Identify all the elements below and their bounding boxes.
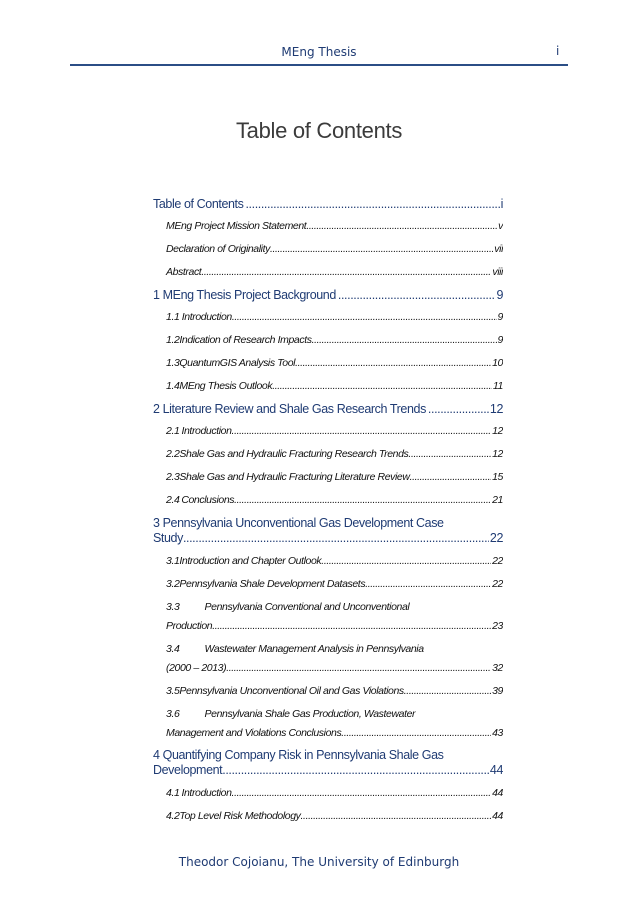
toc-section-line2 xyxy=(153,661,503,675)
toc-leader xyxy=(404,684,491,698)
toc-entry-page: viii xyxy=(492,266,503,278)
toc-leader xyxy=(201,265,491,279)
toc-chapter-label-line1: 4 Quantifying Company Risk in Pennsylvania Shale Gas xyxy=(153,748,444,762)
toc-section-number: 4.1 xyxy=(166,787,180,799)
toc-leader xyxy=(410,470,492,484)
toc-entry-table-of-contents[interactable] xyxy=(153,197,503,211)
toc-entry-page: 44 xyxy=(492,787,503,799)
toc-section-line1 xyxy=(153,600,503,614)
toc-section-number: 2.4 xyxy=(166,494,180,506)
toc-section-3-1[interactable] xyxy=(153,554,503,568)
toc-entry-label: Study xyxy=(153,531,183,545)
toc-entry-label: Shale Gas and Hydraulic Fracturing Research Trends xyxy=(179,448,409,460)
header-title: MEng Thesis xyxy=(281,45,357,59)
toc-entry-page: vii xyxy=(494,243,503,255)
toc-entry-label: QuantumGIS Analysis Tool xyxy=(179,357,296,369)
toc-leader xyxy=(312,333,497,347)
toc-chapter-1[interactable] xyxy=(153,288,503,302)
toc-section-line1 xyxy=(153,642,503,656)
table-of-contents xyxy=(153,197,503,823)
toc-leader xyxy=(295,356,491,370)
toc-chapter-line2 xyxy=(153,531,503,546)
toc-leader xyxy=(212,619,491,633)
toc-entry-label: Declaration of Originality xyxy=(166,243,270,255)
toc-entry-label: Top Level Risk Methodology xyxy=(179,810,301,822)
toc-entry-page: v xyxy=(498,220,503,232)
toc-chapter-label-line1: 3 Pennsylvania Unconventional Gas Development Case xyxy=(153,516,444,530)
toc-entry-page: 9 xyxy=(497,311,503,323)
toc-entry-label: Abstract xyxy=(166,266,202,278)
toc-entry-page: 12 xyxy=(492,425,503,437)
toc-section-number: 3.1 xyxy=(166,555,180,567)
toc-entry-page: 9 xyxy=(497,334,503,346)
toc-entry-label: Shale Gas and Hydraulic Fracturing Literature Review xyxy=(179,471,410,483)
toc-leader xyxy=(232,424,492,438)
toc-section-number: 2.2 xyxy=(166,448,180,460)
toc-leader xyxy=(321,554,491,568)
toc-section-number: 3.4 xyxy=(166,643,180,655)
toc-leader xyxy=(365,577,491,591)
toc-entry-label: Development xyxy=(153,763,223,777)
toc-section-3-3[interactable] xyxy=(153,600,503,633)
toc-leader xyxy=(226,661,491,675)
toc-entry-page: 12 xyxy=(492,448,503,460)
toc-section-1-1[interactable] xyxy=(153,310,503,324)
toc-section-number: 3.3 xyxy=(166,601,180,613)
toc-section-number: 1.1 xyxy=(166,311,180,323)
toc-section-3-4[interactable] xyxy=(153,642,503,675)
toc-entry-page: 44 xyxy=(492,810,503,822)
toc-section-2-4[interactable] xyxy=(153,493,503,507)
toc-entry-page: 22 xyxy=(492,578,503,590)
toc-entry-page: 44 xyxy=(489,763,503,777)
toc-entry-page: 22 xyxy=(492,555,503,567)
toc-section-3-2[interactable] xyxy=(153,577,503,591)
toc-section-1-4[interactable] xyxy=(153,379,503,393)
toc-section-3-6[interactable] xyxy=(153,707,503,740)
toc-section-number: 1.4 xyxy=(166,380,180,392)
toc-section-number: 3.6 xyxy=(166,708,180,720)
toc-section-number: 3.2 xyxy=(166,578,180,590)
toc-entry-page: 12 xyxy=(489,402,503,416)
toc-entry-page: 22 xyxy=(489,531,503,545)
toc-leader xyxy=(245,197,499,211)
toc-entry-label: Introduction xyxy=(181,787,232,799)
toc-entry-label: Pennsylvania Shale Development Datasets xyxy=(179,578,366,590)
toc-leader xyxy=(428,402,489,416)
toc-section-3-5[interactable] xyxy=(153,684,503,698)
toc-entry-label: Pennsylvania Conventional and Unconventional xyxy=(204,601,410,613)
toc-section-4-2[interactable] xyxy=(153,809,503,823)
toc-section-number: 3.5 xyxy=(166,685,180,697)
toc-section-1-2[interactable] xyxy=(153,333,503,347)
toc-entry-page: 9 xyxy=(496,288,503,302)
toc-leader xyxy=(183,531,489,546)
toc-entry-abstract[interactable] xyxy=(153,265,503,279)
toc-leader xyxy=(301,809,492,823)
toc-entry-label: 2 Literature Review and Shale Gas Research Trends xyxy=(153,402,426,416)
toc-entry-page: 39 xyxy=(492,685,503,697)
toc-entry-label: Indication of Research Impacts xyxy=(179,334,312,346)
toc-entry-page: 23 xyxy=(492,620,503,632)
toc-leader xyxy=(222,763,489,778)
toc-entry-label: Management and Violations Conclusions xyxy=(166,727,342,739)
toc-section-line2 xyxy=(153,726,503,740)
toc-leader xyxy=(408,447,491,461)
toc-section-number: 2.3 xyxy=(166,471,180,483)
toc-entry-label: Production xyxy=(166,620,213,632)
toc-section-line1 xyxy=(153,707,503,721)
toc-entry-label: (2000 – 2013) xyxy=(166,662,227,674)
toc-entry-label: Wastewater Management Analysis in Pennsylvania xyxy=(204,643,424,655)
toc-entry-label: Introduction xyxy=(181,425,232,437)
toc-section-number: 1.3 xyxy=(166,357,180,369)
toc-leader xyxy=(341,726,491,740)
toc-entry-label: MEng Thesis Outlook xyxy=(179,380,273,392)
toc-entry-label: Introduction and Chapter Outlook xyxy=(179,555,322,567)
toc-chapter-3[interactable] xyxy=(153,516,503,546)
header-rule xyxy=(70,64,568,66)
toc-entry-page: 10 xyxy=(492,357,503,369)
toc-heading: Table of Contents xyxy=(235,118,403,143)
toc-section-number: 2.1 xyxy=(166,425,180,437)
toc-entry-label: Pennsylvania Unconventional Oil and Gas Violations xyxy=(179,685,404,697)
toc-chapter-4[interactable] xyxy=(153,748,503,778)
toc-section-number: 1.2 xyxy=(166,334,180,346)
header-page-number: i xyxy=(556,44,560,58)
toc-entry-label: Pennsylvania Shale Gas Production, Wastewater xyxy=(204,708,416,720)
toc-entry-label: 1 MEng Thesis Project Background xyxy=(153,288,336,302)
toc-entry-page: 11 xyxy=(492,380,503,392)
toc-section-2-1[interactable] xyxy=(153,424,503,438)
toc-entry-label: MEng Project Mission Statement xyxy=(166,220,307,232)
toc-entry-mission-statement[interactable] xyxy=(153,219,503,233)
toc-entry-page: i xyxy=(500,197,503,211)
toc-leader xyxy=(272,379,492,393)
toc-entry-declaration[interactable] xyxy=(153,242,503,256)
toc-entry-label: Conclusions xyxy=(181,494,235,506)
toc-section-2-3[interactable] xyxy=(153,470,503,484)
toc-leader xyxy=(338,288,496,302)
toc-section-number: 4.2 xyxy=(166,810,180,822)
toc-entry-label: Table of Contents xyxy=(153,197,244,211)
toc-leader xyxy=(270,242,493,256)
toc-section-1-3[interactable] xyxy=(153,356,503,370)
toc-chapter-line2 xyxy=(153,763,503,778)
page-footer: Theodor Cojoianu, The University of Edinburgh xyxy=(178,855,460,869)
toc-entry-page: 43 xyxy=(492,727,503,739)
toc-section-4-1[interactable] xyxy=(153,786,503,800)
toc-leader xyxy=(232,310,497,324)
toc-section-line2 xyxy=(153,619,503,633)
toc-entry-label: Introduction xyxy=(181,311,232,323)
toc-leader xyxy=(232,786,492,800)
toc-section-2-2[interactable] xyxy=(153,447,503,461)
toc-entry-page: 15 xyxy=(492,471,503,483)
toc-leader xyxy=(306,219,497,233)
toc-entry-page: 21 xyxy=(492,494,503,506)
toc-leader xyxy=(234,493,491,507)
toc-entry-page: 32 xyxy=(492,662,503,674)
toc-chapter-2[interactable] xyxy=(153,402,503,416)
